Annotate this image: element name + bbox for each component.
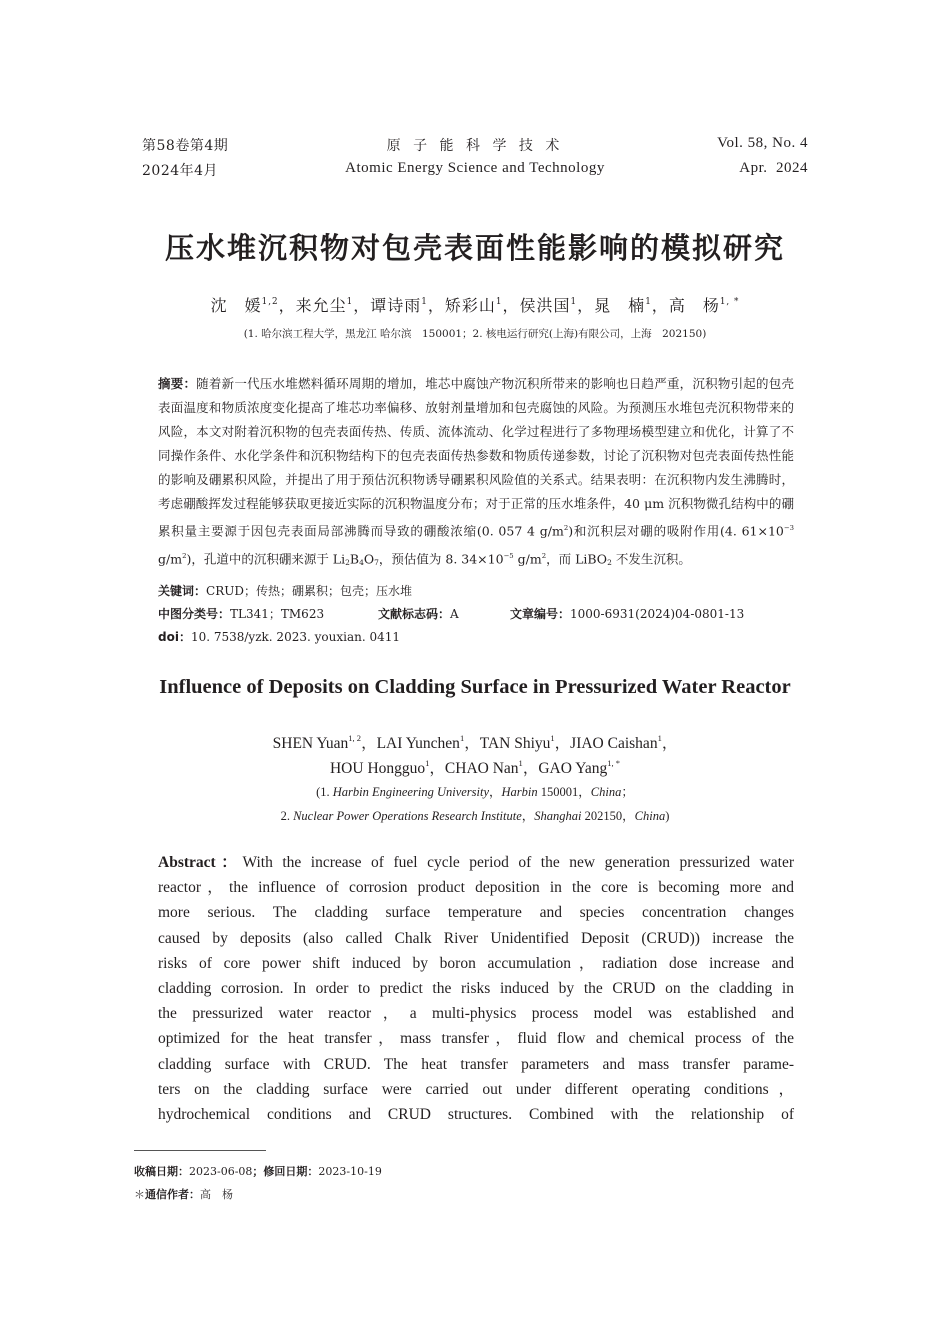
page-title-cn: 压水堆沉积物对包壳表面性能影响的模拟研究	[164, 231, 785, 265]
classification-codes: 中图分类号：TL341；TM623	[158, 607, 325, 621]
abstract-en	[158, 850, 794, 1127]
author-en: CHAO Nan	[444, 760, 519, 777]
journal-title-cn: 原 子 能 科 学 技 术	[386, 138, 564, 154]
abstract-en-line: Abstract：With the increase of fuel cycle period of the new generation pressurized water	[158, 854, 794, 871]
footnote-dates: 收稿日期：2023-06-08；修回日期：2023-10-19	[134, 1165, 382, 1178]
abstract-en-line: risks of core power shift induced by boron accumulation，radiation dose increase and	[158, 954, 794, 972]
author-en: TAN Shiyu	[479, 735, 551, 752]
issue-cn: 第58卷第4期	[142, 138, 229, 154]
page-title-en: Influence of Deposits on Cladding Surface in Pressurized Water Reactor	[159, 676, 791, 698]
abstract-en-line: cladding surface with CRUD. The heat transfer parameters and mass transfer parame-	[158, 1055, 794, 1073]
author-cn: 沈 媛	[210, 296, 262, 315]
doi: doi：10. 7538/yzk. 2023. youxian. 0411	[158, 630, 400, 644]
author-cn: 来允尘	[295, 296, 347, 315]
date-cn: 2024年4月	[142, 163, 219, 179]
document-code: 文献标志码：A	[378, 607, 459, 621]
abstract-en-line: ters on the cladding surface were carried out under different operating conditions，	[158, 1080, 794, 1098]
author-en: SHEN Yuan	[272, 735, 349, 752]
authors-en-line2: HOU Hongguo$^1$，CHAO Nan$^1$，GAO Yang$^{1, *}$	[329, 758, 621, 777]
abstract-en-line: cladding corrosion. In order to predict the risks induced by the CRUD on the cladding in	[158, 980, 794, 998]
abstract-en-line: optimized for the heat transfer，mass transfer，fluid flow and chemical process of the	[158, 1030, 794, 1048]
footnote-corresponding-author: ＊通信作者：高 杨	[134, 1188, 233, 1201]
abstract-en-label: Abstract：	[158, 854, 243, 871]
footnote-divider	[134, 1150, 266, 1151]
affiliation-cn: (1. 哈尔滨工程大学，黑龙江 哈尔滨 150001；2. 核电运行研究(上海)有限公司，上海 202150)	[243, 328, 707, 340]
keywords-cn: 关键词：CRUD；传热；硼累积；包壳；压水堆	[158, 584, 412, 598]
abstract-en-line: more serious. The cladding surface temperature and species concentration changes	[158, 904, 794, 922]
abstract-cn: 摘要：随着新一代压水堆燃料循环周期的增加，堆芯中腐蚀产物沉积所带来的影响也日趋严重，沉积物引起的包壳表面温度和物质浓度变化提高了堆芯功率偏移、放射剂量增加和包壳腐蚀的风险。为预测压水堆包壳沉积物带来的风险，本文对附着沉积物的包壳表面传热、传质、流体流动、化学过程进行了多物理场模型建立和优化，计算了不同操作条件、水化学条件和沉积物结构下的包壳表面传热参数和物质传递参数，讨论了沉积物对包壳表面传热性能的影响及硼累积风险，并提出了用于预估沉积物诱导硼累积风险值的关系式。结果表明：在沉积物内发生沸腾时，考虑硼酸挥发过程能够获取更接近实际的沉积物温度分布；对于正常的压水堆条件，40 μm 沉积物微孔结构中的硼累积量主要源于因包壳表面局部沸腾而导致的硼酸浓缩(0. 057 4 $g/m^2$)和沉积层对硼的吸附作用(4. $61\times 10^{-3}$ $g/m^2$)，孔道中的沉积硼来源于 $Li_2B_4O_7$，预估值为 8. $34\times 10^{-5}$ $g/m^2$，而 LiBO$_2$ 不发生沉积。	[158, 376, 794, 567]
abstract-cn-label: 摘要：	[158, 376, 197, 391]
author-en: LAI Yunchen	[376, 735, 460, 752]
author-cn: 侯洪国	[519, 296, 571, 315]
abstract-en-line: caused by deposits (also called Chalk River Unidentified Deposit (CRUD)) increase the	[158, 929, 794, 947]
article-number: 文章编号：1000-6931(2024)04-0801-13	[510, 607, 745, 621]
author-en: JIAO Caishan	[570, 735, 658, 752]
journal-title-en: Atomic Energy Science and Technology	[345, 160, 605, 176]
author-cn: 高 杨	[668, 296, 720, 315]
affiliation-en-line2: 2. Nuclear Power Operations Research Institute，Shanghai 202150，China)	[280, 809, 670, 823]
author-cn: 谭诗雨	[370, 296, 422, 315]
affiliation-en-line1: (1. Harbin Engineering University，Harbin 150001，China；	[316, 785, 634, 799]
authors-cn: 沈 媛$^{1,2}$，来允尘$^1$，谭诗雨$^1$，矫彩山$^1$，侯洪国$^1$，晁 楠$^1$，高 杨$^{1, *}$	[210, 296, 740, 315]
abstract-en-line: the pressurized water reactor，a multi-physics process model was established and	[158, 1005, 794, 1023]
date-en: Apr. 2024	[739, 160, 808, 176]
abstract-en-line: hydrochemical conditions and CRUD structures. Combined with the relationship of	[158, 1106, 794, 1124]
author-en: GAO Yang	[538, 760, 608, 777]
authors-en-line1: SHEN Yuan$^{1, 2}$，LAI Yunchen$^1$，TAN Shiyu$^1$，JIAO Caishan$^1$，	[272, 733, 678, 752]
volume-issue: Vol. 58, No. 4	[717, 135, 808, 151]
author-cn: 晁 楠	[594, 296, 646, 315]
author-en: HOU Hongguo	[329, 760, 426, 777]
abstract-en-line: reactor，the influence of corrosion product deposition in the core is becoming more and	[158, 879, 794, 897]
author-cn: 矫彩山	[444, 296, 496, 315]
